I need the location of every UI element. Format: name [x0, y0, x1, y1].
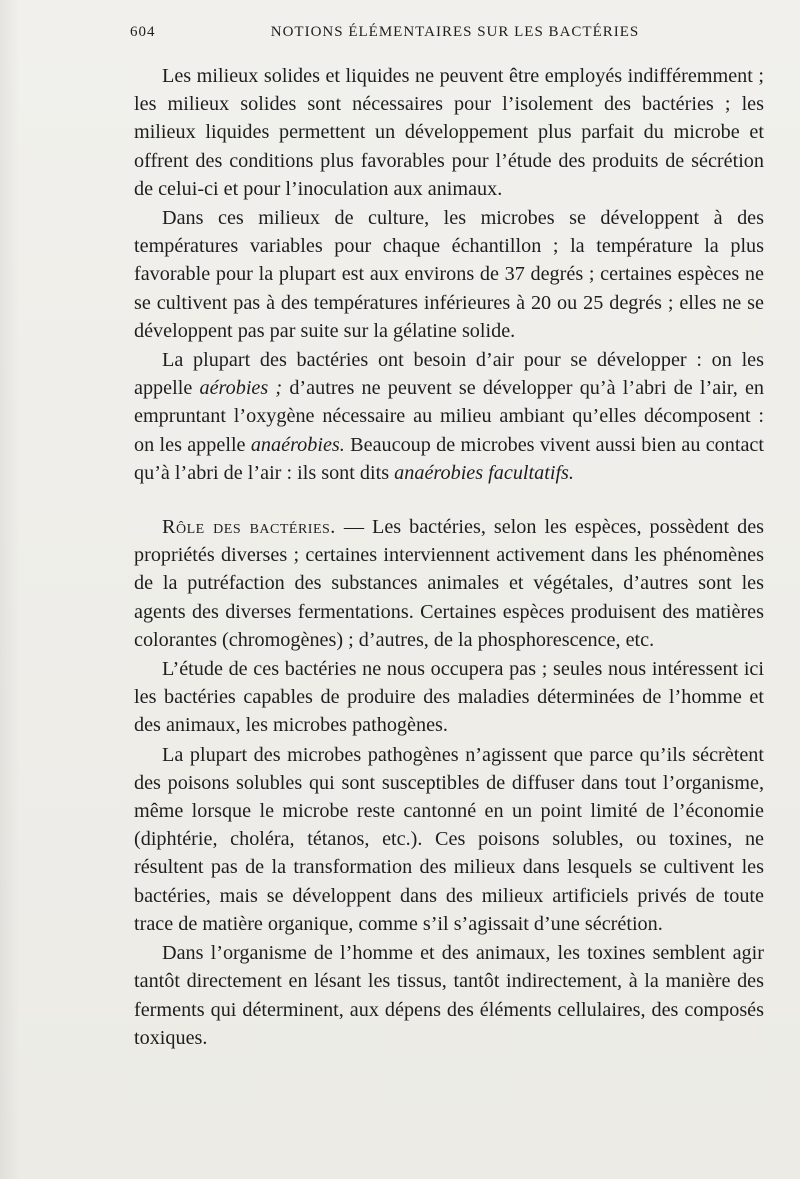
paragraph-temperature: Dans ces milieux de culture, les microbes se développent à des températures variables pour chaque échantillon ; la température la plus favorable pour la plupart est aux environs de 37 degrés ; certaines espèces ne se cultivent pas à des températures inférieures à 20 ou 25 degrés ; elles ne se développent pas par suite sur la gélatine solide.	[134, 207, 764, 342]
term-anaerobies: anaérobies.	[250, 433, 345, 456]
term-aerobies: aérobies ;	[199, 377, 283, 400]
aerobes-text-1: La plupart des bactéries ont besoin d’air pour se développer : on les appelle	[134, 349, 764, 400]
page-header	[130, 24, 760, 48]
paragraph-toxines: La plupart des microbes pathogènes n’agissent que parce qu’ils sécrètent des poisons solubles qui sont susceptibles de diffuser dans tout l’organisme, même lorsque le microbe reste cantonné en un point limité de l’économie (diphtérie, choléra, tétanos, etc.). Ces poisons solubles, ou toxines, ne résultent pas de la transformation des milieux dans lesquels se cultivent les bactéries, mais se développent dans des milieux artificiels privés de toute trace de matière organique, comme s’il s’agissait d’une sécrétion.	[134, 743, 764, 935]
running-title: NOTIONS ÉLÉMENTAIRES SUR LES BACTÉRIES	[270, 24, 640, 40]
paragraph-organisme: Dans l’organisme de l’homme et des animaux, les toxines semblent agir tantôt directement en lésant les tissus, tantôt indirectement, à la manière des ferments qui déterminent, aux dépens des éléments cellulaires, des composés toxiques.	[134, 942, 764, 1049]
aerobes-text-2: d’autres ne peuvent se développer qu’à l’abri de l’air, en empruntant l’oxygène nécessaire au milieu ambiant qu’elles décomposent : on les appelle	[134, 377, 764, 456]
role-text: Les bactéries, selon les espèces, possèdent des propriétés diverses ; certaines interviennent activement dans les phénomènes de la putréfaction des substances animales et végétales, d’autres sont les agents des diverses fermentations. Certaines espèces produisent des matières colorantes (chromogènes) ; d’autres, de la phosphorescence, etc.	[134, 516, 765, 651]
page-number: 604	[130, 24, 156, 40]
term-anaerobies-facultatifs: anaérobies facultatifs.	[394, 461, 574, 484]
aerobes-text-3: Beaucoup de microbes vivent aussi bien au contact qu’à l’abri de l’air : ils sont dits	[134, 433, 765, 484]
paragraph-culture-media: Les milieux solides et liquides ne peuvent être employés indifféremment ; les milieux solides sont nécessaires pour l’isolement des bactéries ; les milieux liquides permettent un développement plus parfait du microbe et offrent des conditions plus favorables pour l’étude des produits de sécrétion de celui-ci et pour l’inoculation aux animaux.	[134, 65, 764, 200]
section-heading: Rôle des bactéries.	[162, 516, 336, 539]
paragraph-aerobes	[134, 346, 764, 487]
paragraph-role-bacteries	[134, 513, 764, 654]
section-dash: —	[335, 516, 372, 539]
body-text	[134, 62, 764, 1052]
paragraph-pathogenes: L’étude de ces bactéries ne nous occupera pas ; seules nous intéressent ici les bactéries capables de produire des maladies déterminées de l’homme et des animaux, les microbes pathogènes.	[134, 658, 764, 737]
